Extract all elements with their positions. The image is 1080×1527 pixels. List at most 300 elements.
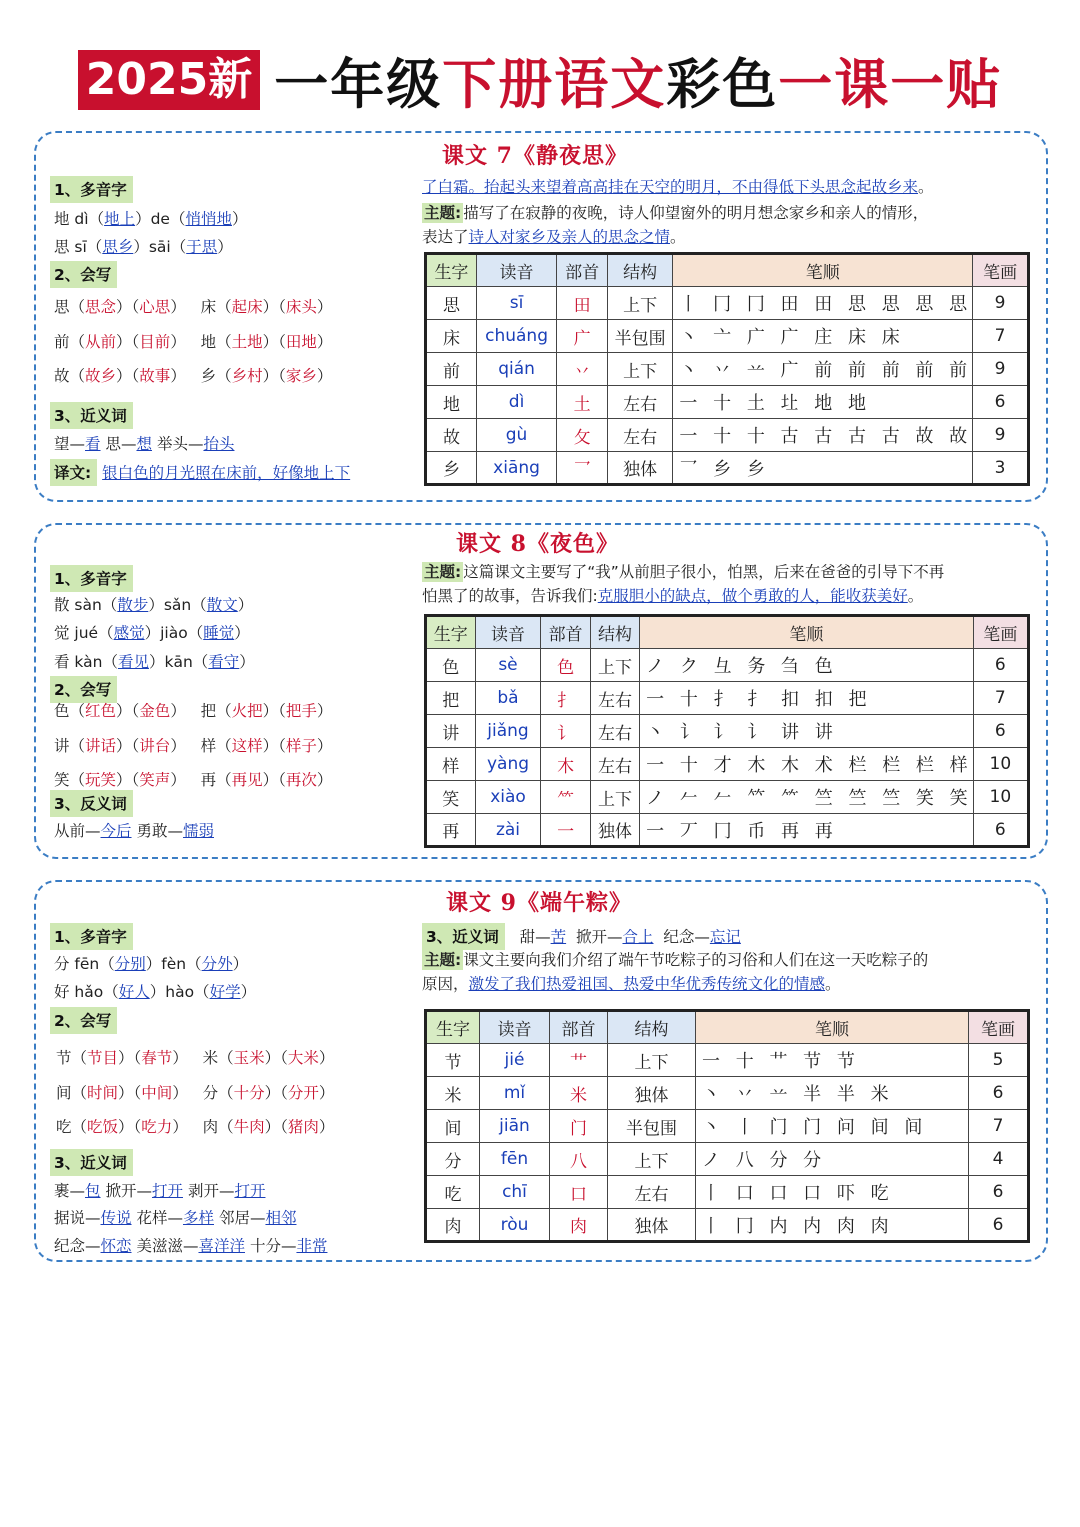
table-cell: chī [480, 1176, 550, 1209]
answer-text: 思乡 [102, 238, 134, 256]
table-cell: sè [475, 649, 541, 682]
lesson-7-card [34, 131, 1048, 502]
table-row [426, 682, 1029, 715]
label-text: ）（ [118, 1084, 142, 1102]
word-text: 床头 [285, 298, 317, 316]
table-cell: 丶 丨 门 门 问 间 间 [696, 1110, 969, 1143]
synonym-line [54, 1179, 265, 1201]
word-text: 十分 [233, 1084, 265, 1102]
label-text: 掀开— [105, 1182, 152, 1200]
label-text: 思 sī（ [54, 238, 103, 256]
word-text: 思念 [85, 298, 117, 316]
table-header-cell: 读音 [476, 254, 556, 287]
table-cell: 上下 [607, 353, 672, 386]
table-header-cell: 笔顺 [673, 254, 973, 287]
table-cell: 田 [557, 287, 608, 320]
stroke-table [424, 1009, 1030, 1243]
label-text: 裹— [54, 1182, 86, 1200]
table-cell: 间 [426, 1110, 480, 1143]
label-text: ） [316, 367, 333, 385]
table-cell: 左右 [607, 386, 672, 419]
table-cell: dì [476, 386, 556, 419]
table-row [426, 452, 1029, 485]
table-cell: mǐ [480, 1077, 550, 1110]
table-cell: 9 [973, 353, 1029, 386]
label-text: 床（ [200, 298, 232, 316]
word-text: 故事 [139, 367, 171, 385]
label-text: 美滋滋— [136, 1237, 199, 1255]
word-text: 起床 [231, 298, 263, 316]
answer-text: 怀恋 [100, 1237, 132, 1255]
answer-text: 懦弱 [182, 822, 214, 840]
write-line [54, 295, 332, 317]
label-text: ）hào（ [149, 983, 210, 1001]
label-text: ） [170, 737, 186, 755]
section-heading: 2、会写 [50, 1007, 117, 1034]
label-text: ） [232, 210, 248, 228]
word-text: 玩笑 [85, 771, 117, 789]
word-text: 讲台 [139, 737, 171, 755]
table-header-cell: 读音 [480, 1011, 550, 1044]
synonym-line [422, 923, 741, 950]
answer-text: 看守 [208, 653, 240, 671]
table-cell: 土 [557, 386, 608, 419]
section-heading: 1、多音字 [50, 565, 133, 592]
answer-text: 银白色的月光照在床前，好像地上下 [102, 464, 351, 482]
table-row [426, 287, 1029, 320]
table-cell: ノ ク 彑 务 刍 色 [640, 649, 974, 682]
table-cell: 9 [973, 287, 1029, 320]
word-text: 心思 [139, 298, 171, 316]
table-cell: 讲 [426, 715, 476, 748]
table-row [426, 1077, 1029, 1110]
label-text: ） [217, 238, 233, 256]
label-text: 。 [670, 228, 686, 246]
table-cell: 上下 [590, 649, 639, 682]
word-text: 从前 [85, 333, 117, 351]
word-text: 节目 [87, 1049, 119, 1067]
table-cell: 丶 讠 讠 讠 讲 讲 [640, 715, 974, 748]
word-text: 吃力 [141, 1118, 173, 1136]
table-cell: bǎ [475, 682, 541, 715]
label-text: 米（ [202, 1049, 234, 1067]
table-header-cell: 部首 [550, 1011, 608, 1044]
write-line [54, 364, 332, 386]
table-cell: 丨 冂 内 内 肉 肉 [696, 1209, 969, 1242]
label-text: 课文主要向我们介绍了端午节吃粽子的习俗和人们在这一天吃粽子的 [463, 951, 929, 969]
page-header [0, 40, 1080, 120]
table-cell: 乛 乡 乡 [673, 452, 973, 485]
table-cell: 广 [557, 320, 608, 353]
table-row [426, 419, 1029, 452]
label-text: 吃（ [56, 1118, 88, 1136]
table-cell: 样 [426, 748, 476, 781]
table-row [426, 748, 1029, 781]
answer-text: 诗人对家乡及亲人的思念之情 [468, 228, 671, 246]
word-text: 中间 [141, 1084, 173, 1102]
answer-text: 睡觉 [203, 624, 235, 642]
table-cell: 上下 [608, 1143, 696, 1176]
label-text: 肉（ [202, 1118, 234, 1136]
label-text: 纪念— [54, 1237, 101, 1255]
table-cell: 独体 [608, 1077, 696, 1110]
section-heading: 3、反义词 [50, 790, 133, 817]
table-row [426, 320, 1029, 353]
label-text: 把（ [200, 702, 232, 720]
table-row [426, 715, 1029, 748]
label-text: ）sāi（ [133, 238, 187, 256]
label-text: ）（ [262, 333, 286, 351]
word-text: 吃饭 [87, 1118, 119, 1136]
polyphone-line [54, 952, 248, 974]
word-text: 土地 [231, 333, 263, 351]
label-text: 。 [918, 178, 934, 196]
write-line [54, 734, 332, 756]
polyphone-line [54, 235, 233, 257]
table-cell: 故 [426, 419, 477, 452]
label-text: 样（ [200, 737, 232, 755]
word-text: 这样 [231, 737, 263, 755]
table-cell: 木 [541, 748, 590, 781]
word-text: 样子 [285, 737, 317, 755]
table-cell: ⺮ [541, 781, 590, 814]
table-cell: 10 [973, 781, 1028, 814]
table-cell: 八 [550, 1143, 608, 1176]
table-cell: xiào [475, 781, 541, 814]
label-text: 纪念— [663, 928, 710, 946]
answer-text: 多样 [182, 1209, 214, 1227]
label-text: 表达了 [422, 228, 469, 246]
answer-text: 好人 [118, 983, 150, 1001]
translation-cont [422, 175, 1042, 199]
word-text: 猪肉 [287, 1118, 319, 1136]
label-text: ）（ [116, 737, 140, 755]
label-text: 再（ [200, 771, 232, 789]
table-cell: 吃 [426, 1176, 480, 1209]
table-cell: ノ 𠂉 𠂉 𥫗 ⺮ 竺 竺 竺 笑 笑 [640, 781, 974, 814]
answer-text: 了白霜。抬起头来望着高高挂在天空的明月，不由得低下头思念起故乡来 [422, 178, 919, 196]
label-text: 。 [907, 587, 924, 605]
table-header-cell: 结构 [608, 1011, 696, 1044]
table-cell: 扌 [541, 682, 590, 715]
table-row [426, 1209, 1029, 1242]
section-heading: 3、近义词 [50, 1149, 133, 1176]
label-text: 思— [105, 435, 137, 453]
table-cell: 艹 [550, 1044, 608, 1077]
table-cell: 肉 [426, 1209, 480, 1242]
label-text: ） [318, 1118, 335, 1136]
table-cell: zài [475, 814, 541, 847]
table-cell: 地 [426, 386, 477, 419]
table-row [426, 1143, 1029, 1176]
label-text: 望— [54, 435, 86, 453]
table-cell: jiǎng [475, 715, 541, 748]
section-heading: 1、多音字 [50, 923, 133, 950]
word-text: 故乡 [85, 367, 117, 385]
table-cell: 7 [973, 682, 1028, 715]
label-text: 译文: [50, 459, 97, 486]
answer-text: 想 [136, 435, 152, 453]
table-cell: sī [476, 287, 556, 320]
table-cell: 左右 [590, 682, 639, 715]
answer-text: 悄悄地 [185, 210, 232, 228]
label-text: ） [170, 333, 186, 351]
label-text: 讲（ [54, 737, 86, 755]
label-text: ） [234, 624, 250, 642]
table-cell: 口 [550, 1176, 608, 1209]
label-text: 分 fēn（ [54, 955, 115, 973]
label-text: 据说— [54, 1209, 101, 1227]
synonym-line [54, 432, 234, 454]
table-cell: 一 十 扌 扌 扣 扣 把 [640, 682, 974, 715]
table-row [426, 386, 1029, 419]
label-text: 花样— [136, 1209, 183, 1227]
label-text: ） [318, 1084, 335, 1102]
label-text: ）kān（ [148, 653, 209, 671]
table-cell: 6 [973, 649, 1028, 682]
word-text: 田地 [285, 333, 317, 351]
table-cell: 把 [426, 682, 476, 715]
label-text: ） [170, 702, 186, 720]
table-cell: xiāng [476, 452, 556, 485]
table-cell: 6 [969, 1077, 1029, 1110]
table-cell: yàng [475, 748, 541, 781]
label-text: 散 sàn（ [54, 596, 118, 614]
word-text: 讲话 [85, 737, 117, 755]
table-header-cell: 笔顺 [696, 1011, 969, 1044]
table-cell: 肉 [550, 1209, 608, 1242]
table-row [426, 649, 1029, 682]
table-cell: 半包围 [608, 1110, 696, 1143]
label-text: 怕黑了的故事，告诉我们: [422, 587, 598, 605]
label-text: 剥开— [187, 1182, 235, 1200]
polyphone-line [54, 650, 255, 672]
table-cell: 一 十 十 古 古 古 古 故 故 [673, 419, 973, 452]
table-cell: 4 [969, 1143, 1029, 1176]
word-text: 把手 [285, 702, 317, 720]
year-badge: 2025新 [78, 50, 260, 110]
table-cell: 一 十 艹 节 节 [696, 1044, 969, 1077]
table-row [426, 1176, 1029, 1209]
word-text: 家乡 [285, 367, 317, 385]
answer-text: 感觉 [113, 624, 145, 642]
theme-text [422, 201, 1042, 249]
label-text: ） [316, 737, 333, 755]
table-row [426, 1110, 1029, 1143]
write-line [54, 699, 332, 721]
answer-text: 散步 [117, 596, 149, 614]
label-text: ） [170, 771, 186, 789]
stroke-table [424, 614, 1030, 848]
word-text: 目前 [139, 333, 171, 351]
table-cell: 独体 [608, 1209, 696, 1242]
table-header-cell: 笔画 [969, 1011, 1029, 1044]
answer-text: 忘记 [709, 928, 741, 946]
word-text: 笑声 [139, 771, 171, 789]
label-text: ） [170, 298, 186, 316]
answer-text: 打开 [151, 1182, 183, 1200]
word-text: 分开 [287, 1084, 319, 1102]
word-text: 红色 [85, 702, 117, 720]
table-cell: 上下 [607, 287, 672, 320]
word-text: 乡村 [231, 367, 263, 385]
table-cell: 一 十 土 圵 地 地 [673, 386, 973, 419]
label-text: ） [172, 1118, 188, 1136]
table-cell: 丶 丷 䒑 广 前 前 前 前 前 [673, 353, 973, 386]
label-text: ）（ [116, 702, 140, 720]
table-cell: 攵 [557, 419, 608, 452]
table-header-cell: 读音 [475, 616, 541, 649]
table-cell: 丨 冂 冂 田 田 思 思 思 思 [673, 287, 973, 320]
label-text: ） [316, 298, 333, 316]
label-text: ）sǎn（ [148, 596, 207, 614]
label-text: 这篇课文主要写了“我”从前胆子很小，怕黑，后来在爸爸的引导下不再 [463, 563, 945, 581]
answer-text: 好学 [209, 983, 241, 1001]
label-text: ）（ [118, 1049, 142, 1067]
table-cell: 5 [969, 1044, 1029, 1077]
polyphone-line [54, 621, 250, 643]
label-text: 主题: [424, 204, 462, 222]
answer-text: 今后 [100, 822, 132, 840]
word-text: 玉米 [233, 1049, 265, 1067]
label-text: ）（ [262, 771, 286, 789]
table-cell: 6 [969, 1209, 1029, 1242]
table-cell: 9 [973, 419, 1029, 452]
table-cell: 笑 [426, 781, 476, 814]
antonym-line [54, 819, 214, 841]
label-text: ） [316, 333, 333, 351]
table-header-cell: 部首 [541, 616, 590, 649]
answer-text: 包 [85, 1182, 101, 1200]
label-text: 甜— [519, 928, 551, 946]
polyphone-line [54, 207, 248, 229]
label-text: 一年级 [274, 51, 443, 116]
table-cell: 门 [550, 1110, 608, 1143]
answer-text: 看见 [117, 653, 149, 671]
label-text: 分（ [202, 1084, 234, 1102]
answer-text: 克服胆小的缺点，做个勇敢的人，能收获美好 [597, 587, 908, 605]
word-text: 金色 [139, 702, 171, 720]
label-text: 一课一贴 [778, 51, 1003, 116]
label-text: 看 kàn（ [54, 653, 118, 671]
label-text: 前（ [54, 333, 86, 351]
label-text: ） [316, 771, 333, 789]
table-cell: chuáng [476, 320, 556, 353]
label-text: ）（ [262, 298, 286, 316]
label-text: 原因， [422, 975, 469, 993]
label-text: 勇敢— [136, 822, 183, 840]
table-cell: 左右 [590, 748, 639, 781]
label-text: 从前— [54, 822, 101, 840]
write-line [54, 768, 332, 790]
section-heading: 2、会写 [50, 676, 117, 703]
label-text: ） [318, 1049, 335, 1067]
label-text: 邻居— [218, 1209, 266, 1227]
table-header-cell: 结构 [590, 616, 639, 649]
table-header-cell: 生字 [426, 1011, 480, 1044]
label-text: 描写了在寂静的夜晚，诗人仰望窗外的明月想念家乡和亲人的情形， [463, 204, 929, 222]
label-text: 乡（ [200, 367, 232, 385]
label-text: 十分— [249, 1237, 297, 1255]
table-cell: 分 [426, 1143, 480, 1176]
table-cell: 一 十 才 木 木 术 栏 栏 栏 样 [640, 748, 974, 781]
answer-text: 看 [85, 435, 101, 453]
word-text: 再见 [231, 771, 263, 789]
label-text: 举头— [156, 435, 204, 453]
word-text: 时间 [87, 1084, 119, 1102]
table-header-cell: 笔画 [973, 254, 1029, 287]
table-cell: jié [480, 1044, 550, 1077]
answer-text: 苦 [550, 928, 567, 946]
theme-text [422, 948, 1042, 996]
write-line [56, 1081, 334, 1103]
table-header-cell: 笔顺 [640, 616, 974, 649]
lesson-9-card [34, 880, 1048, 1262]
label-text: 节（ [56, 1049, 88, 1067]
table-cell: 色 [541, 649, 590, 682]
label-text: 主题: [424, 563, 462, 581]
table-cell: 丶 丷 䒑 半 半 米 [696, 1077, 969, 1110]
label-text: 笑（ [54, 771, 86, 789]
label-text: ）（ [116, 298, 140, 316]
table-cell: 独体 [607, 452, 672, 485]
table-cell: fēn [480, 1143, 550, 1176]
lesson-title: 课文 9《端午粽》 [440, 886, 638, 917]
answer-text: 分外 [201, 955, 233, 973]
table-row [426, 814, 1029, 847]
table-row [426, 781, 1029, 814]
label-text: 掀开— [575, 928, 623, 946]
table-header-cell: 部首 [557, 254, 608, 287]
table-cell: 7 [973, 320, 1029, 353]
label-text: 彩色 [666, 51, 779, 116]
section-heading: 2、会写 [50, 261, 117, 288]
page-title [274, 42, 1002, 119]
label-text: 觉 jué（ [54, 624, 114, 642]
table-cell: 乡 [426, 452, 477, 485]
section-heading: 3、近义词 [50, 402, 133, 429]
label-text: ）de（ [135, 210, 186, 228]
table-cell: 左右 [608, 1176, 696, 1209]
table-cell: 色 [426, 649, 476, 682]
translation-line [50, 459, 350, 486]
write-line [56, 1046, 334, 1068]
lesson-title: 课文 8《夜色》 [450, 527, 625, 558]
table-cell: 乛 [557, 452, 608, 485]
theme-text [422, 560, 1042, 608]
label-text: ）（ [262, 737, 286, 755]
label-text: ）jiào（ [144, 624, 204, 642]
label-text: ） [232, 955, 249, 973]
label-text: ）（ [264, 1049, 288, 1067]
label-text: 间（ [56, 1084, 88, 1102]
label-text: ）（ [116, 367, 140, 385]
table-cell: 丶 亠 广 广 庄 床 床 [673, 320, 973, 353]
table-cell: 6 [973, 715, 1028, 748]
table-header-cell: 结构 [607, 254, 672, 287]
label-text: 3、近义词 [422, 923, 505, 950]
polyphone-line [54, 980, 256, 1002]
lesson-8-card [34, 523, 1048, 859]
label-text: ）（ [262, 367, 286, 385]
polyphone-line [54, 593, 253, 615]
table-cell: ノ 八 分 分 [696, 1143, 969, 1176]
section-heading: 1、多音字 [50, 176, 133, 203]
answer-text: 地上 [104, 210, 136, 228]
answer-text: 抬头 [203, 435, 235, 453]
label-text: 地（ [200, 333, 232, 351]
table-cell: 6 [973, 386, 1029, 419]
